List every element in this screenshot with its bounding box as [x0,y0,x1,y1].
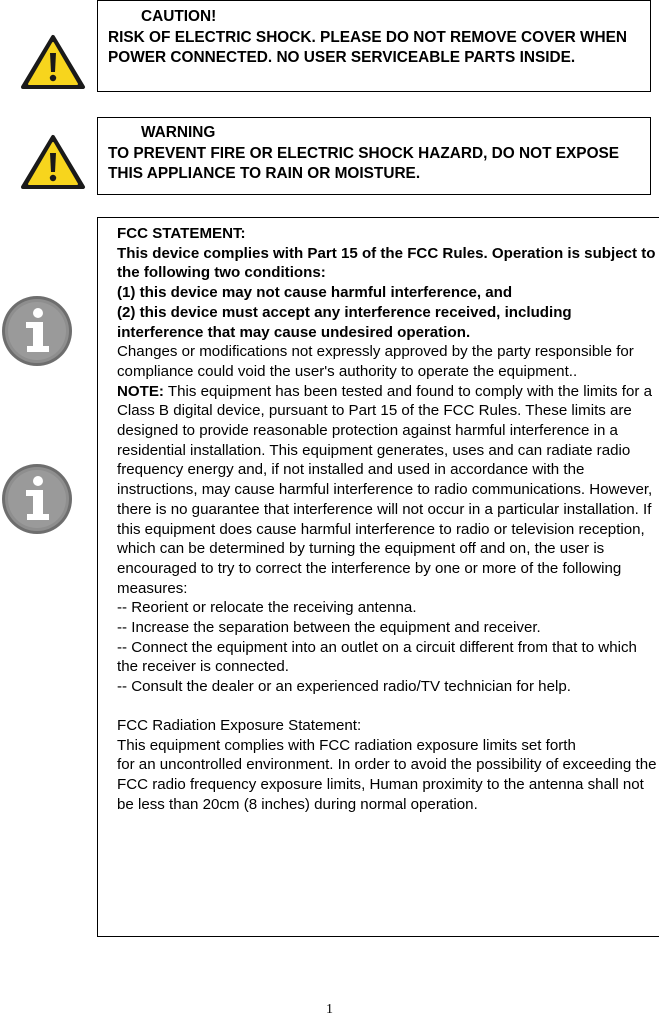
note-label: NOTE: [117,382,164,400]
caution-box [97,0,651,92]
caution-content [108,7,644,69]
info-icon [0,293,76,369]
radiation-line-1: This equipment complies with FCC radiation exposure limits set forth [117,736,576,754]
fcc-note [117,382,659,599]
measure-item: -- Increase the separation between the equipment and receiver. [117,619,541,637]
warning-triangle-icon [20,134,86,190]
measure-item: -- Consult the dealer or an experienced radio/TV technician for help. [117,678,571,696]
page-number: 1 [326,1002,333,1017]
measure-item: -- Connect the equipment into an outlet on a circuit different from that to which the receiver is connected. [117,638,637,676]
note-text: This equipment has been tested and found to comply with the limits for a Class B digital device, pursuant to Part 15 of the FCC Rules. These limits are designed to provide reasonable protection against harmful interference in a residential installation. This equipment generates, uses and can radiate radio frequency energy and, if not installed and used in accordance with the instructions, may cause harmful interference to radio communications. However, there is no guarantee that interference will not occur in a particular installation. If this equipment does cause harmful interference to radio or television reception, which can be determined by turning the equipment off and on, the user is encouraged to try to correct the interference by one or more of the following measures: [117,382,653,597]
fcc-intro: This device complies with Part 15 of the FCC Rules. Operation is subject to the following two conditions: [117,244,656,282]
warning-text: TO PREVENT FIRE OR ELECTRIC SHOCK HAZARD, DO NOT EXPOSE THIS APPLIANCE TO RAIN OR MOISTURE. [108,144,620,182]
fcc-statement-box [97,217,659,937]
fcc-condition-2: (2) this device must accept any interference received, including interference that may cause undesired operation. [117,303,572,341]
warning-box [97,117,651,195]
warning-content [108,123,644,185]
caution-title: CAUTION! [141,8,217,25]
measure-item: -- Reorient or relocate the receiving antenna. [117,599,417,617]
warning-title: WARNING [141,124,216,141]
radiation-title: FCC Radiation Exposure Statement: [117,716,362,734]
fcc-condition-1: (1) this device may not cause harmful interference, and [117,284,513,302]
radiation-text: for an uncontrolled environment. In order to avoid the possibility of exceeding the FCC radio frequency exposure limits, Human proximity to the antenna shall not be less than 20cm (8 inches) during normal operation. [117,756,657,813]
info-icon [0,461,76,537]
fcc-content [117,224,659,814]
fcc-changes-text: Changes or modifications not expressly approved by the party responsible for compliance could void the user's authority to operate the equipment.. [117,343,634,380]
fcc-title: FCC STATEMENT: [117,225,246,242]
caution-text: RISK OF ELECTRIC SHOCK. PLEASE DO NOT REMOVE COVER WHEN POWER CONNECTED. NO USER SERVICEABLE PARTS INSIDE. [108,28,628,66]
caution-warning-icon [20,34,86,90]
